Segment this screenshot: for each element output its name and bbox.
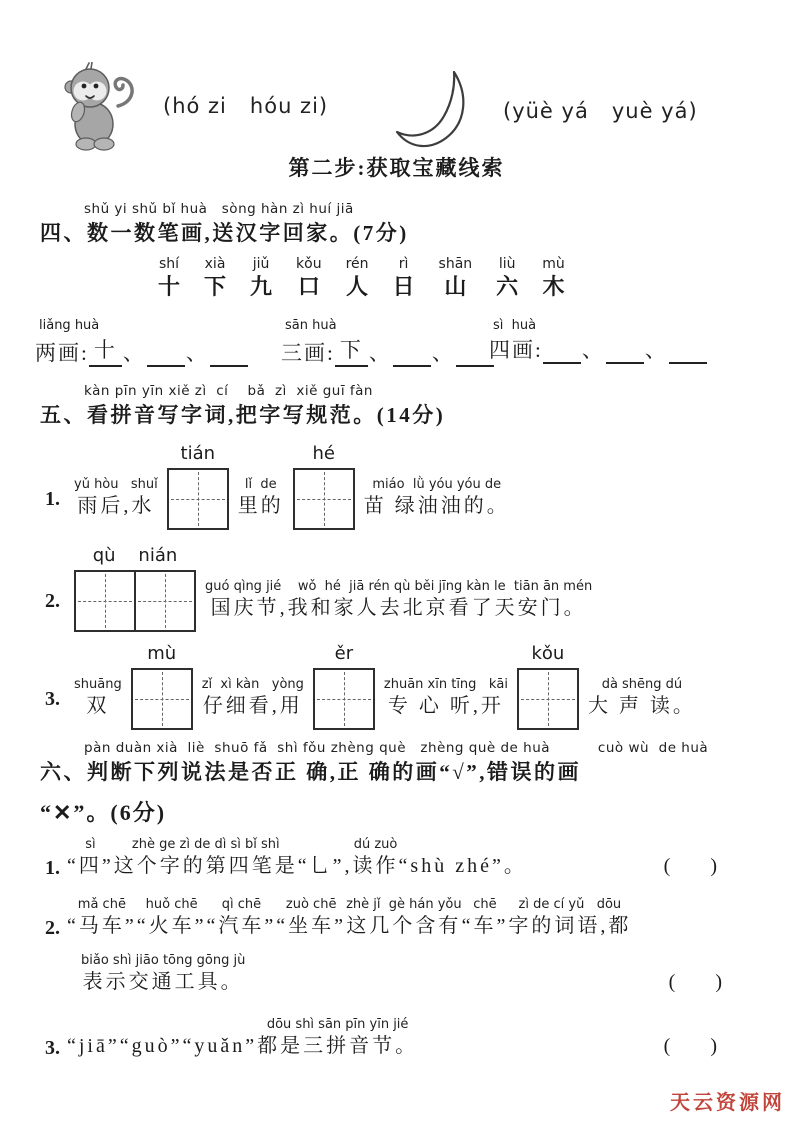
separator: 、 bbox=[431, 341, 455, 365]
writing-box bbox=[293, 443, 355, 530]
character-item bbox=[346, 256, 369, 302]
separator: 、 bbox=[368, 341, 392, 365]
group-pinyin: liǎng huà bbox=[39, 318, 100, 333]
ruby-segment bbox=[205, 580, 592, 622]
pinyin-text: zhè jǐ gè hán yǒu bbox=[346, 897, 462, 912]
hanzi-text: 大 声 读。 bbox=[587, 695, 696, 717]
ruby-segment bbox=[384, 678, 508, 720]
hanzi-text: “四” bbox=[67, 855, 114, 877]
ruby-segment bbox=[346, 898, 462, 940]
character-pinyin: xià bbox=[204, 256, 226, 272]
separator: 、 bbox=[581, 338, 605, 362]
ruby-segment bbox=[238, 478, 284, 520]
site-watermark: 天云资源网 bbox=[670, 1090, 785, 1114]
writing-item-2 bbox=[45, 545, 593, 632]
ruby-segment bbox=[462, 898, 509, 940]
monkey-illustration bbox=[58, 62, 142, 154]
character-item bbox=[496, 256, 518, 302]
character-item bbox=[296, 256, 322, 302]
hanzi-text: 雨后,水 bbox=[77, 495, 155, 517]
character-item bbox=[439, 256, 473, 302]
character-pinyin: shān bbox=[438, 256, 473, 272]
group-label: 四画: bbox=[489, 338, 543, 362]
hanzi-text: “车” bbox=[461, 915, 509, 937]
pinyin-text: zuò chē bbox=[285, 897, 337, 912]
ruby-segment bbox=[67, 898, 137, 940]
hanzi-text: “火车” bbox=[136, 915, 207, 937]
hanzi-text: 专 心 听,开 bbox=[387, 695, 504, 717]
filled-answer: 下 bbox=[335, 334, 368, 367]
tianzige-box bbox=[517, 668, 579, 730]
character-pinyin: shí bbox=[158, 256, 180, 272]
character-pinyin: rì bbox=[398, 256, 409, 272]
step-title: 第二步:获取宝藏线索 bbox=[288, 156, 505, 180]
answer-blank bbox=[669, 340, 707, 364]
character-item bbox=[204, 256, 226, 302]
judgment-segments bbox=[67, 1018, 418, 1060]
ruby-segment bbox=[137, 898, 207, 940]
character-hanzi: 日 bbox=[392, 274, 415, 300]
pinyin-text: zì de cí yǔ dōu bbox=[518, 897, 622, 912]
character-hanzi: 口 bbox=[297, 274, 320, 300]
pinyin-text: sì bbox=[85, 837, 96, 852]
hanzi-text: “shù zhé”。 bbox=[398, 855, 527, 877]
box-pinyin-label: kǒu bbox=[531, 643, 565, 664]
stroke-group-four bbox=[489, 318, 707, 364]
hanzi-text: 里的 bbox=[237, 495, 284, 517]
ruby-segment bbox=[588, 678, 696, 720]
hanzi-text: “马车” bbox=[67, 915, 137, 937]
pinyin-text: zhè ge zì de dì sì bǐ shì bbox=[131, 837, 280, 852]
ruby-segment bbox=[399, 838, 527, 880]
ruby-segment bbox=[67, 1018, 257, 1060]
ruby-segment bbox=[353, 838, 399, 880]
hanzi-text: 字的词语,都 bbox=[508, 915, 632, 937]
answer-slots bbox=[335, 334, 494, 367]
hanzi-text: 表示交通工具。 bbox=[82, 971, 244, 993]
ruby-segment bbox=[74, 478, 158, 520]
hanzi-text: 国庆节,我和家人去北京看了天安门。 bbox=[210, 597, 587, 619]
item-number: 1. bbox=[45, 857, 60, 879]
tianzige-box bbox=[313, 668, 375, 730]
character-row bbox=[158, 256, 565, 302]
character-pinyin: liù bbox=[498, 256, 516, 272]
ruby-segment bbox=[276, 898, 346, 940]
crescent-moon-illustration bbox=[384, 66, 482, 166]
pinyin-text: biǎo shì jiāo tōng gōng jù bbox=[81, 953, 246, 968]
separator: 、 bbox=[122, 341, 146, 365]
ruby-segment bbox=[207, 898, 277, 940]
item-number: 2. bbox=[45, 589, 60, 612]
writing-box bbox=[131, 643, 193, 730]
hanzi-text: 这个字的第四笔是 bbox=[113, 855, 298, 877]
character-hanzi: 山 bbox=[444, 274, 467, 300]
box-pinyin-label: mù bbox=[147, 643, 177, 664]
answer-slots bbox=[89, 334, 248, 367]
item-number: 3. bbox=[45, 1037, 60, 1059]
ruby-segment bbox=[508, 898, 631, 940]
hanzi-text: “jiā”“guò”“yuǎn” bbox=[67, 1035, 258, 1057]
tianzige-box bbox=[131, 668, 193, 730]
ruby-segment bbox=[114, 838, 298, 880]
pinyin-text: miáo lǜ yóu yóu de bbox=[372, 477, 502, 492]
section5-title-pinyin: kàn pīn yīn xiě zì cí bǎ zì xiě guī fàn bbox=[84, 383, 373, 399]
tianzige-box bbox=[293, 468, 355, 530]
character-item bbox=[393, 256, 415, 302]
answer-bracket: ( ) bbox=[668, 971, 722, 993]
pinyin-text: shuāng bbox=[74, 677, 122, 692]
character-pinyin: rén bbox=[345, 256, 369, 272]
box-pinyin-label: qù nián bbox=[92, 545, 178, 566]
section6-title-line2: “✕”。(6分) bbox=[40, 800, 167, 825]
filled-answer: 十 bbox=[89, 334, 122, 367]
group-pinyin: sān huà bbox=[285, 318, 337, 333]
hanzi-text: 读作 bbox=[352, 855, 399, 877]
character-pinyin: kǒu bbox=[296, 256, 322, 272]
box-pinyin-label: ěr bbox=[334, 643, 354, 664]
pinyin-text: dà shēng dú bbox=[601, 677, 683, 692]
pinyin-text: chē bbox=[473, 897, 497, 912]
ruby-segment bbox=[202, 678, 304, 720]
character-pinyin: mù bbox=[542, 256, 565, 272]
tianzige-box bbox=[167, 468, 229, 530]
hanzi-text: 仔细看,用 bbox=[202, 695, 303, 717]
section4-title: 四、数一数笔画,送汉字回家。(7分) bbox=[40, 221, 409, 245]
pinyin-text: zǐ xì kàn yòng bbox=[201, 677, 304, 692]
section4-title-pinyin: shǔ yi shǔ bǐ huà sòng hàn zì huí jiā bbox=[84, 201, 354, 217]
judgment-item-3 bbox=[45, 1018, 750, 1060]
pinyin-text: mǎ chē bbox=[77, 897, 126, 912]
item-number: 3. bbox=[45, 687, 60, 710]
hanzi-text: “坐车” bbox=[276, 915, 347, 937]
ruby-segment bbox=[298, 838, 353, 880]
character-hanzi: 六 bbox=[496, 274, 519, 300]
answer-slots bbox=[543, 334, 707, 364]
separator: 、 bbox=[185, 341, 209, 365]
ruby-segment bbox=[67, 838, 114, 880]
ruby-segment bbox=[74, 678, 122, 720]
answer-bracket: ( ) bbox=[663, 855, 717, 877]
writing-item-3 bbox=[45, 643, 696, 730]
hanzi-text: 苗 绿油油的。 bbox=[363, 495, 510, 517]
hanzi-text: “汽车” bbox=[206, 915, 277, 937]
hanzi-text: 都是三拼音节。 bbox=[257, 1035, 419, 1057]
separator: 、 bbox=[644, 338, 668, 362]
character-item bbox=[250, 256, 272, 302]
hanzi-text: “乚”, bbox=[297, 855, 353, 877]
writing-item-1 bbox=[45, 443, 510, 530]
judgment-item-2 bbox=[45, 898, 750, 996]
answer-blank bbox=[543, 340, 581, 364]
answer-bracket: ( ) bbox=[663, 1035, 717, 1057]
character-item bbox=[158, 256, 180, 302]
answer-blank bbox=[606, 340, 644, 364]
answer-blank bbox=[147, 343, 185, 367]
section6-title-pinyin: pàn duàn xià liè shuō fǎ shì fǒu zhèng què zhèng què de huà cuò wù de huà bbox=[84, 740, 709, 756]
pinyin-text: lǐ de bbox=[244, 477, 277, 492]
character-item bbox=[542, 256, 565, 302]
writing-box bbox=[517, 643, 579, 730]
pinyin-text: huǒ chē bbox=[145, 897, 198, 912]
pinyin-text: yǔ hòu shuǐ bbox=[74, 477, 158, 492]
ruby-segment bbox=[257, 1018, 418, 1060]
item-number: 1. bbox=[45, 487, 60, 510]
monkey-pinyin-choices: (hó zi hóu zi) bbox=[163, 94, 329, 118]
ruby-segment bbox=[81, 954, 245, 996]
writing-box-double bbox=[74, 545, 196, 632]
tianzige-double bbox=[74, 570, 196, 632]
ruby-segment bbox=[364, 478, 510, 520]
item-number: 2. bbox=[45, 917, 60, 939]
judgment-segments bbox=[67, 898, 631, 940]
sentence-segments bbox=[74, 443, 510, 530]
pinyin-text: zhuān xīn tīng kāi bbox=[383, 677, 508, 692]
writing-box bbox=[167, 443, 229, 530]
judgment-segments bbox=[67, 838, 527, 880]
hanzi-text: 这几个含有 bbox=[346, 915, 462, 937]
sentence-segments bbox=[74, 643, 696, 730]
judgment-item-1 bbox=[45, 838, 750, 880]
character-hanzi: 木 bbox=[542, 274, 565, 300]
box-pinyin-label: hé bbox=[312, 443, 335, 464]
pinyin-text: qì chē bbox=[221, 897, 262, 912]
pinyin-text: guó qìng jié wǒ hé jiā rén qù běi jīng kàn le tiān ān mén bbox=[205, 579, 593, 594]
section5-title: 五、看拼音写字词,把字写规范。(14分) bbox=[40, 403, 446, 427]
character-hanzi: 下 bbox=[204, 274, 227, 300]
box-pinyin-label: tián bbox=[180, 443, 216, 464]
character-hanzi: 人 bbox=[346, 274, 369, 300]
moon-pinyin-choices: (yüè yá yuè yá) bbox=[503, 99, 698, 123]
answer-blank bbox=[210, 343, 248, 367]
answer-blank bbox=[393, 343, 431, 367]
group-label: 三画: bbox=[281, 341, 335, 365]
group-pinyin: sì huà bbox=[493, 318, 537, 333]
pinyin-text: dú zuò bbox=[353, 837, 398, 852]
stroke-group-three bbox=[281, 318, 494, 367]
section6-title-line1: 六、判断下列说法是否正 确,正 确的画“√”,错误的画 bbox=[40, 760, 582, 784]
judgment-segments bbox=[81, 954, 245, 996]
character-pinyin: jiǔ bbox=[252, 256, 270, 272]
sentence-segments bbox=[74, 545, 593, 632]
hanzi-text: 双 bbox=[86, 695, 110, 717]
character-hanzi: 十 bbox=[158, 274, 181, 300]
pinyin-text: dōu shì sān pīn yīn jié bbox=[266, 1017, 409, 1032]
group-label: 两画: bbox=[35, 341, 89, 365]
character-hanzi: 九 bbox=[250, 274, 273, 300]
stroke-group-two bbox=[35, 318, 248, 367]
writing-box bbox=[313, 643, 375, 730]
